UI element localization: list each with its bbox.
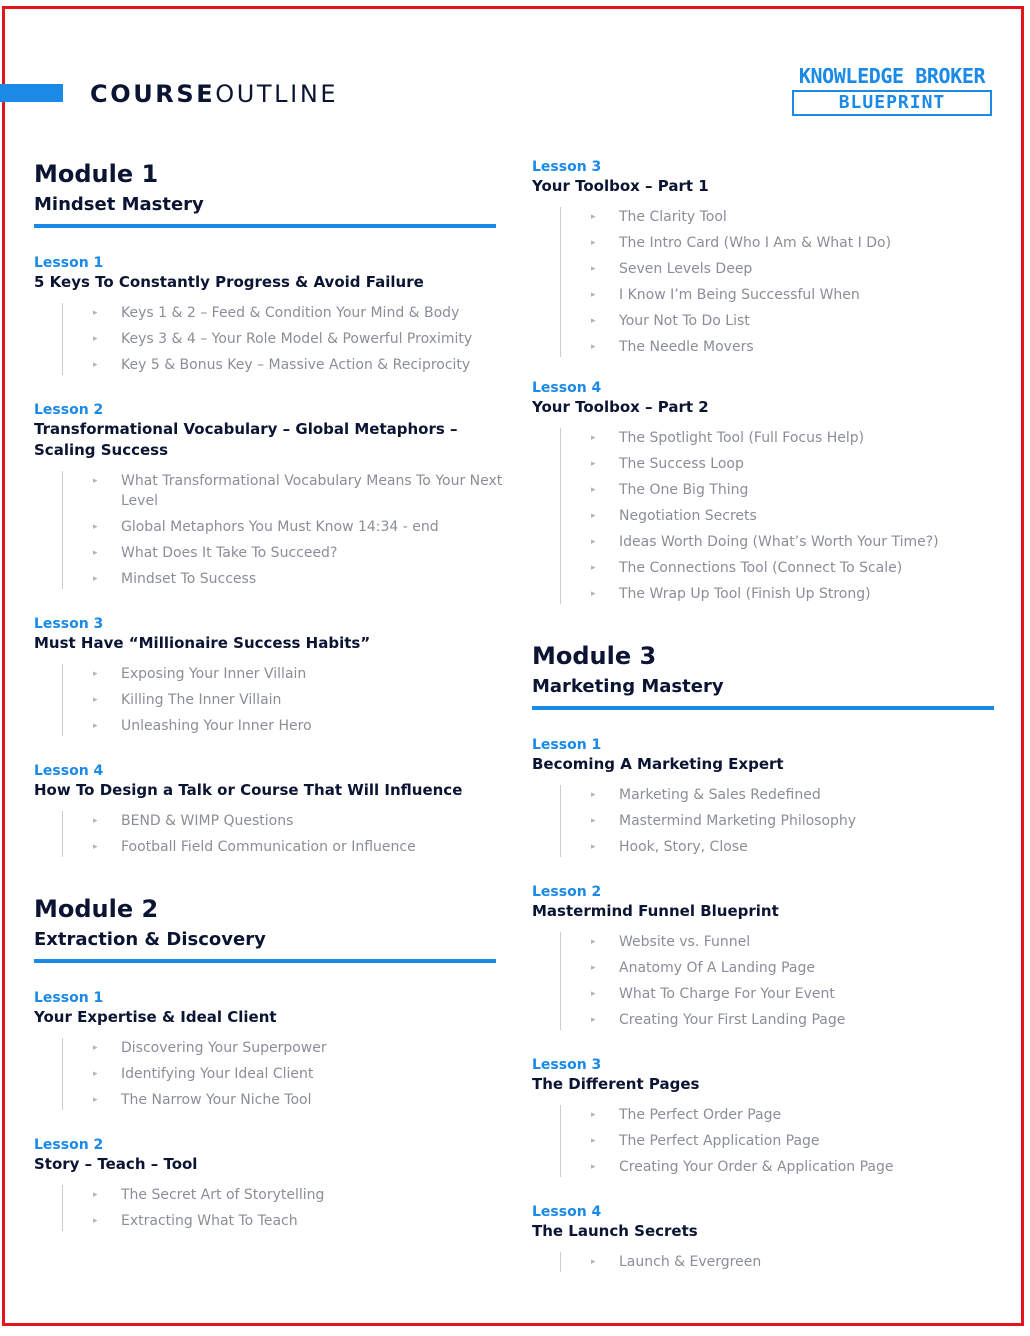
bullet-arrow-icon: ▸ xyxy=(591,816,596,826)
module-section xyxy=(532,640,1002,1272)
topic-item xyxy=(591,506,1002,526)
topic-item xyxy=(591,207,1002,227)
topic-item xyxy=(591,1105,1002,1125)
lesson-number: Lesson 3 xyxy=(532,159,602,175)
bullet-arrow-icon: ▸ xyxy=(591,563,596,573)
lesson-block xyxy=(532,1056,1002,1177)
topic-text: The Perfect Application Page xyxy=(619,1133,820,1149)
topic-list xyxy=(560,207,1002,357)
topic-item xyxy=(591,1010,1002,1030)
bullet-arrow-icon: ▸ xyxy=(591,290,596,300)
module-subtitle: Mindset Mastery xyxy=(34,194,204,215)
page-title xyxy=(90,78,338,110)
bullet-arrow-icon: ▸ xyxy=(591,316,596,326)
topic-list xyxy=(62,471,504,589)
topic-text: BEND & WIMP Questions xyxy=(121,813,294,829)
module-divider xyxy=(34,224,496,228)
topic-text: Key 5 & Bonus Key – Massive Action & Reciprocity xyxy=(121,357,471,373)
bullet-arrow-icon: ▸ xyxy=(93,695,98,705)
bullet-arrow-icon: ▸ xyxy=(591,589,596,599)
lesson-title: Your Toolbox – Part 1 xyxy=(532,177,709,195)
topic-list xyxy=(62,303,504,375)
topic-item xyxy=(93,664,504,684)
topic-text: Mindset To Success xyxy=(121,571,257,587)
topic-item xyxy=(93,716,504,736)
topic-item xyxy=(591,428,1002,448)
module-subtitle: Marketing Mastery xyxy=(532,676,724,697)
bullet-arrow-icon: ▸ xyxy=(591,485,596,495)
topic-text: Creating Your First Landing Page xyxy=(619,1012,846,1028)
topic-item xyxy=(93,1038,504,1058)
lesson-title: How To Design a Talk or Course That Will Influence xyxy=(34,781,463,799)
page-title-light: OUTLINE xyxy=(215,80,339,108)
lesson-title: 5 Keys To Constantly Progress & Avoid Failure xyxy=(34,273,424,291)
topic-item xyxy=(591,337,1002,357)
bullet-arrow-icon: ▸ xyxy=(591,1162,596,1172)
bullet-arrow-icon: ▸ xyxy=(591,1136,596,1146)
bullet-arrow-icon: ▸ xyxy=(93,842,98,852)
topic-text: Marketing & Sales Redefined xyxy=(619,787,821,803)
topic-text: Global Metaphors You Must Know 14:34 - end xyxy=(121,519,439,535)
topic-text: Ideas Worth Doing (What’s Worth Your Time?) xyxy=(619,534,939,550)
bullet-arrow-icon: ▸ xyxy=(591,963,596,973)
topic-item xyxy=(591,811,1002,831)
lesson-block xyxy=(34,989,504,1110)
topic-text: Unleashing Your Inner Hero xyxy=(121,718,312,734)
topic-text: Identifying Your Ideal Client xyxy=(121,1066,314,1082)
topic-item xyxy=(591,584,1002,604)
topic-list xyxy=(560,785,1002,857)
topic-item xyxy=(591,1131,1002,1151)
topic-text: Exposing Your Inner Villain xyxy=(121,666,307,682)
topic-text: What Does It Take To Succeed? xyxy=(121,545,338,561)
topic-text: I Know I’m Being Successful When xyxy=(619,287,860,303)
topic-item xyxy=(591,984,1002,1004)
topic-list xyxy=(560,1252,1002,1272)
bullet-arrow-icon: ▸ xyxy=(591,1015,596,1025)
topic-item xyxy=(591,1157,1002,1177)
topic-item xyxy=(591,285,1002,305)
bullet-arrow-icon: ▸ xyxy=(591,433,596,443)
topic-text: The Clarity Tool xyxy=(619,209,727,225)
lesson-title: Your Toolbox – Part 2 xyxy=(532,398,709,416)
bullet-arrow-icon: ▸ xyxy=(93,476,98,486)
topic-text: What Transformational Vocabulary Means To Your Next Level xyxy=(121,473,503,509)
right-column xyxy=(532,158,1002,1272)
module-divider xyxy=(34,959,496,963)
topic-text: The Connections Tool (Connect To Scale) xyxy=(619,560,903,576)
topic-list xyxy=(62,1185,504,1231)
topic-text: Hook, Story, Close xyxy=(619,839,748,855)
bullet-arrow-icon: ▸ xyxy=(591,342,596,352)
topic-list xyxy=(560,1105,1002,1177)
lesson-number: Lesson 3 xyxy=(34,616,104,632)
topic-text: Negotiation Secrets xyxy=(619,508,757,524)
topic-text: The Needle Movers xyxy=(619,339,754,355)
topic-item xyxy=(591,480,1002,500)
topic-text: Football Field Communication or Influence xyxy=(121,839,416,855)
topic-item xyxy=(591,958,1002,978)
lesson-block xyxy=(532,883,1002,1030)
topic-text: Creating Your Order & Application Page xyxy=(619,1159,894,1175)
bullet-arrow-icon: ▸ xyxy=(591,790,596,800)
topic-item xyxy=(93,355,504,375)
module-section xyxy=(34,158,504,857)
module-section xyxy=(532,158,1002,604)
topic-text: The Spotlight Tool (Full Focus Help) xyxy=(619,430,865,446)
bullet-arrow-icon: ▸ xyxy=(93,1069,98,1079)
lesson-number: Lesson 1 xyxy=(34,990,104,1006)
topic-item xyxy=(93,329,504,349)
bullet-arrow-icon: ▸ xyxy=(93,548,98,558)
topic-item xyxy=(93,1185,504,1205)
topic-text: The One Big Thing xyxy=(619,482,749,498)
topic-item xyxy=(591,785,1002,805)
topic-text: Your Not To Do List xyxy=(619,313,750,329)
lesson-title: Must Have “Millionaire Success Habits” xyxy=(34,634,371,652)
bullet-arrow-icon: ▸ xyxy=(591,1257,596,1267)
bullet-arrow-icon: ▸ xyxy=(93,1095,98,1105)
module-title: Module 3 xyxy=(532,642,657,670)
topic-text: Launch & Evergreen xyxy=(619,1254,762,1270)
logo-top-text: KNOWLEDGE BROKER xyxy=(798,64,986,88)
left-column xyxy=(34,158,504,1231)
lesson-block xyxy=(532,158,1002,357)
module-title: Module 1 xyxy=(34,160,159,188)
module-subtitle: Extraction & Discovery xyxy=(34,929,266,950)
bullet-arrow-icon: ▸ xyxy=(93,308,98,318)
topic-text: Keys 3 & 4 – Your Role Model & Powerful Proximity xyxy=(121,331,473,347)
topic-text: Anatomy Of A Landing Page xyxy=(619,960,816,976)
lesson-block xyxy=(34,615,504,736)
topic-item xyxy=(591,558,1002,578)
lesson-title: Mastermind Funnel Blueprint xyxy=(532,902,779,920)
lesson-number: Lesson 2 xyxy=(34,1137,104,1153)
bullet-arrow-icon: ▸ xyxy=(93,721,98,731)
lesson-block xyxy=(34,254,504,375)
header-accent-bar xyxy=(0,84,63,102)
lesson-title: Becoming A Marketing Expert xyxy=(532,755,784,773)
topic-item xyxy=(93,543,504,563)
bullet-arrow-icon: ▸ xyxy=(591,937,596,947)
topic-item xyxy=(93,303,504,323)
bullet-arrow-icon: ▸ xyxy=(591,1110,596,1120)
topic-item xyxy=(93,517,504,537)
bullet-arrow-icon: ▸ xyxy=(93,360,98,370)
topic-item xyxy=(591,259,1002,279)
lesson-title: Transformational Vocabulary – Global Metaphors – Scaling Success xyxy=(34,420,458,459)
lesson-block xyxy=(532,379,1002,604)
bullet-arrow-icon: ▸ xyxy=(591,212,596,222)
bullet-arrow-icon: ▸ xyxy=(591,238,596,248)
topic-list xyxy=(62,664,504,736)
lesson-block xyxy=(34,762,504,857)
topic-list xyxy=(560,932,1002,1030)
topic-item xyxy=(93,811,504,831)
topic-text: The Wrap Up Tool (Finish Up Strong) xyxy=(619,586,871,602)
topic-text: The Intro Card (Who I Am & What I Do) xyxy=(619,235,892,251)
module-title: Module 2 xyxy=(34,895,159,923)
topic-text: The Success Loop xyxy=(619,456,744,472)
module-section xyxy=(34,893,504,1231)
lesson-block xyxy=(34,1136,504,1231)
topic-item xyxy=(93,569,504,589)
topic-text: Website vs. Funnel xyxy=(619,934,751,950)
lesson-title: The Launch Secrets xyxy=(532,1222,698,1240)
lesson-number: Lesson 3 xyxy=(532,1057,602,1073)
lesson-number: Lesson 2 xyxy=(34,402,104,418)
lesson-title: Story – Teach – Tool xyxy=(34,1155,198,1173)
lesson-title: Your Expertise & Ideal Client xyxy=(34,1008,277,1026)
topic-list xyxy=(62,811,504,857)
topic-text: Discovering Your Superpower xyxy=(121,1040,327,1056)
lesson-number: Lesson 4 xyxy=(34,763,104,779)
bullet-arrow-icon: ▸ xyxy=(93,1190,98,1200)
topic-item xyxy=(93,1064,504,1084)
topic-list xyxy=(62,1038,504,1110)
lesson-title: The Different Pages xyxy=(532,1075,700,1093)
topic-item xyxy=(591,233,1002,253)
logo-bottom-text: BLUEPRINT xyxy=(792,90,992,116)
bullet-arrow-icon: ▸ xyxy=(591,264,596,274)
bullet-arrow-icon: ▸ xyxy=(93,816,98,826)
topic-text: Mastermind Marketing Philosophy xyxy=(619,813,857,829)
topic-item xyxy=(591,837,1002,857)
lesson-block xyxy=(532,1203,1002,1272)
topic-text: The Narrow Your Niche Tool xyxy=(121,1092,312,1108)
lesson-number: Lesson 1 xyxy=(532,737,602,753)
topic-item xyxy=(93,471,504,511)
bullet-arrow-icon: ▸ xyxy=(591,989,596,999)
bullet-arrow-icon: ▸ xyxy=(591,511,596,521)
topic-text: Extracting What To Teach xyxy=(121,1213,298,1229)
bullet-arrow-icon: ▸ xyxy=(93,522,98,532)
lesson-number: Lesson 1 xyxy=(34,255,104,271)
lesson-number: Lesson 2 xyxy=(532,884,602,900)
lesson-block xyxy=(34,401,504,589)
bullet-arrow-icon: ▸ xyxy=(93,1043,98,1053)
topic-text: Keys 1 & 2 – Feed & Condition Your Mind & Body xyxy=(121,305,460,321)
bullet-arrow-icon: ▸ xyxy=(591,842,596,852)
topic-item xyxy=(591,311,1002,331)
topic-item xyxy=(93,1090,504,1110)
brand-logo xyxy=(790,62,994,116)
module-divider xyxy=(532,706,994,710)
page-title-bold: COURSE xyxy=(90,80,216,108)
topic-text: Seven Levels Deep xyxy=(619,261,753,277)
bullet-arrow-icon: ▸ xyxy=(93,1216,98,1226)
topic-item xyxy=(591,454,1002,474)
topic-text: Killing The Inner Villain xyxy=(121,692,282,708)
lesson-number: Lesson 4 xyxy=(532,380,602,396)
topic-item xyxy=(591,532,1002,552)
topic-item xyxy=(93,690,504,710)
topic-list xyxy=(560,428,1002,604)
topic-item xyxy=(93,1211,504,1231)
bullet-arrow-icon: ▸ xyxy=(591,459,596,469)
bullet-arrow-icon: ▸ xyxy=(93,334,98,344)
topic-item xyxy=(591,932,1002,952)
topic-item xyxy=(591,1252,1002,1272)
topic-item xyxy=(93,837,504,857)
bullet-arrow-icon: ▸ xyxy=(591,537,596,547)
bullet-arrow-icon: ▸ xyxy=(93,669,98,679)
bullet-arrow-icon: ▸ xyxy=(93,574,98,584)
topic-text: What To Charge For Your Event xyxy=(619,986,835,1002)
lesson-block xyxy=(532,736,1002,857)
topic-text: The Perfect Order Page xyxy=(619,1107,782,1123)
topic-text: The Secret Art of Storytelling xyxy=(121,1187,325,1203)
lesson-number: Lesson 4 xyxy=(532,1204,602,1220)
